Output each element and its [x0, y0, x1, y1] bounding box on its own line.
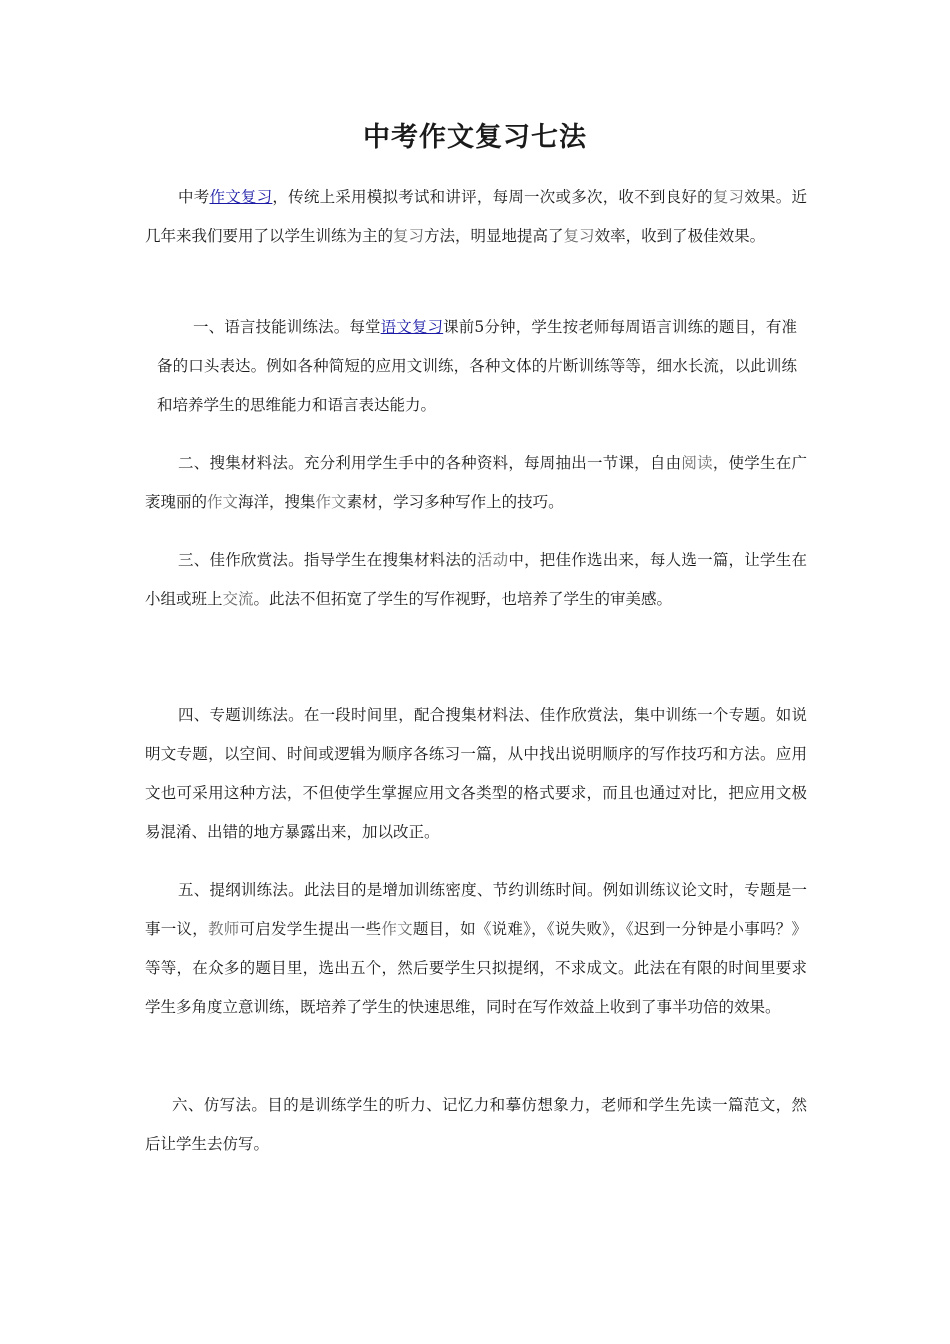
body-text: 题目，如《说难》，《说失败》，《迟到一分钟是小事吗？》等等，在众多的题目里，选出五个，然后要学生只拟提纲，不求成文。此法在有限的时间里要求学生多角度立意训练，既培养了学生的快速思维，同时在写作效益上收到了事半功倍的效果。	[145, 920, 807, 1016]
body-text: 海洋，搜集	[238, 493, 316, 511]
body-text: 一、语言技能训练法。每堂	[193, 318, 381, 336]
body-text: 中考	[178, 188, 210, 206]
body-text: 效率，收到了极佳效果。	[594, 227, 766, 245]
paragraph-method-4	[145, 696, 807, 852]
body-text: 四、专题训练法。在一段时间里，配合搜集材料法、佳作欣赏法，集中训练一个专题。如说明文专题，以空间、时间或逻辑为顺序各练习一篇，从中找出说明顺序的写作技巧和方法。应用文也可采用这种方法，不但使学生掌握应用文各类型的格式要求，而且也通过对比，把应用文极易混淆、出错的地方暴露出来，加以改正。	[145, 706, 807, 841]
body-text: 。此法不但拓宽了学生的写作视野，也培养了学生的审美感。	[253, 590, 673, 608]
paragraph-method-6	[145, 1086, 807, 1164]
keyword-text: 复习	[563, 227, 595, 245]
inline-link[interactable]: 作文复习	[209, 188, 273, 206]
paragraph-method-5	[145, 871, 807, 1027]
keyword-text: 复习	[712, 188, 745, 206]
keyword-text: 作文	[315, 493, 347, 511]
body-text: 素材，学习多种写作上的技巧。	[346, 493, 564, 511]
keyword-text: 阅读	[681, 454, 713, 472]
keyword-text: 复习	[393, 227, 425, 245]
body-text: 中，把佳作选出来，每人选一篇，让学生在小组或班上	[145, 551, 807, 608]
body-text: 六、仿写法。目的是训练学生的听力、记忆力和摹仿想象力，老师和学生先读一篇范文，然后让学生去仿写。	[145, 1096, 807, 1153]
document-title: 中考作文复习七法	[363, 122, 587, 153]
paragraph-method-1	[157, 308, 797, 425]
body-text: ，传统上采用模拟考试和讲评，每周一次或多次，收不到良好的	[272, 188, 713, 206]
keyword-text: 交流	[222, 590, 254, 608]
body-text: 五、提纲训练法。此法目的是增加训练密度、节约训练时间。例如训练议论文时，专题是一事一议，	[145, 881, 807, 938]
body-text: 二、搜集材料法。充分利用学生手中的各种资料，每周抽出一节课，自由	[178, 454, 682, 472]
keyword-text: 活动	[476, 551, 509, 569]
paragraph-intro	[145, 178, 807, 256]
keyword-text: 教师	[208, 920, 240, 938]
paragraph-method-3	[145, 541, 807, 619]
body-text: 可启发学生提出一些	[239, 920, 382, 938]
body-text: ，使学生在广袤瑰丽的	[145, 454, 807, 511]
body-text: 效果。近几年来我们要用了以学生训练为主的	[145, 188, 807, 245]
body-text: 课前5分钟，学生按老师每周语言训练的题目，有准备的口头表达。例如各种简短的应用文训练，各种文体的片断训练等等，细水长流，以此训练和培养学生的思维能力和语言表达能力。	[157, 318, 797, 414]
inline-link[interactable]: 语文复习	[380, 318, 444, 336]
paragraph-method-2	[145, 444, 807, 522]
body-text: 方法，明显地提高了	[424, 227, 564, 245]
keyword-text: 作文	[381, 920, 413, 938]
body-text: 三、佳作欣赏法。指导学生在搜集材料法的	[178, 551, 477, 569]
keyword-text: 作文	[207, 493, 239, 511]
